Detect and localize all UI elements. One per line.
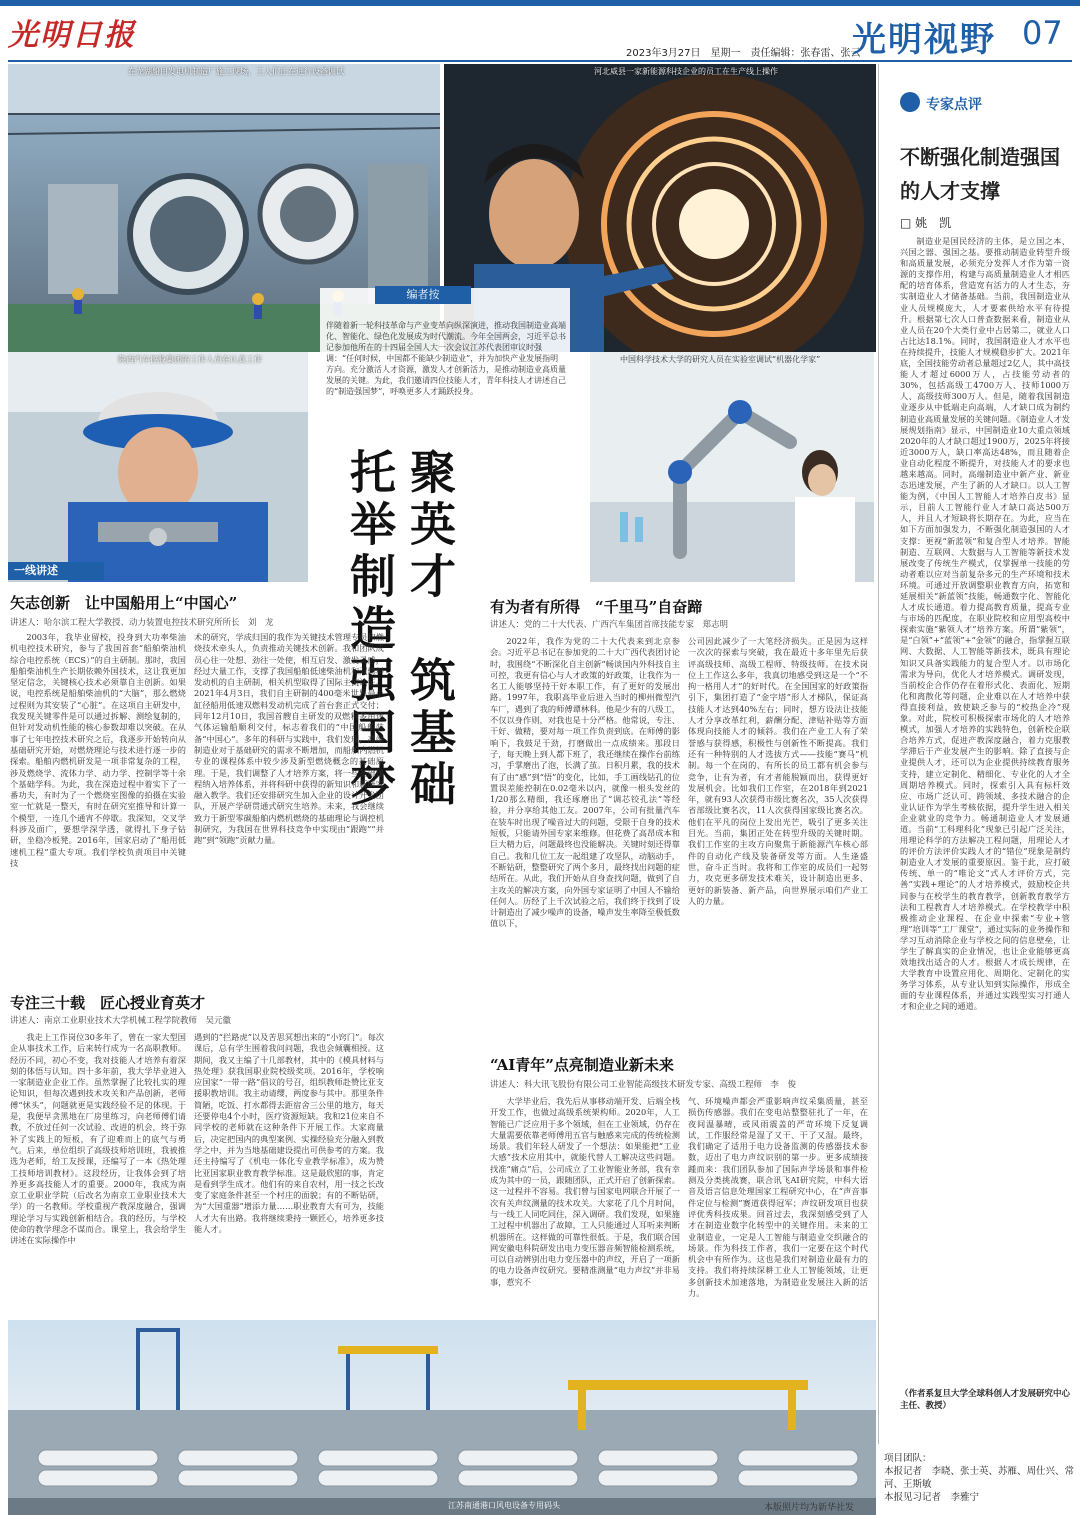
article-1-title: 矢志创新 让中国船用上“中国心” [10,594,238,612]
expert-body: 制造业是国民经济的主体，是立国之本、兴国之器、强国之基。要推动制造业转型升级和高质量发展，必须充分发挥人才作为第一资源的支撑作用，构建与高质量制造业人才相匹配的培育体系，营造宽有活力的人才生态，夯实制造业人才储备基础。当前，我国制造业从业人员规模庞大，人才要素供给水平有待提升。根据第七次人口普查数据来看，制造业从业人员在20个大类行业中占居第二，就业人口占比达18.1%。同时，我国制造业人才水平也在持续提升，技能人才规模稳步扩大。2021年底，全国技能劳动者总量超过2亿人，其中高技能人才超过6000万人，占技能劳动者的30%，包括高级工4700万人、技师1000万人、高级技师300万人。但是，随着我国制造业逐步从中低端走向高端，人才缺口成为制约制造业高质量发展的关键问题。《制造业人才发展规划指南》显示，中国制造业10大重点领域2020年的人才缺口超过1900万，2025年将接近3000万人，缺口率高达48%，而且随着企业自动化程度不断提升，对技能人才的要求也越来越高。同时，高端制造业中新产业、新业态迅速发展，产生了新的人才缺口。以人工智能为例，《中国人工智能人才培养白皮书》显示，目前人工智能行业人才缺口高达500万人，并且人才短缺将长期存在。为此，应当在如下方面加强发力，不断强化制造强国的人才支撑：更视“新蓝领”和复合型人才培养。智能制造、互联网、大数据与人工智能等新技术发展改变了传统生产模式，仅掌握单一技能的劳动者难以应对当前复杂多元的生产环境和技术环境。可通过开放调整职业教育方向，拓宽和延展相关“新蓝领”技能，畅通数字化、智能化人才成长通道。着力提高教育质量，提高专业与市场的匹配度，在职业院校和应用型高校中探索实施“紫领人才”培养方案。所谓“紫领”，是“白领”+“蓝领”+“金领”的融合，指掌握互联网、大数据、人工智能等新技术，既具有理论知识又具备实践能力的复合型人才。以市场化需求为导向，优化人才培养模式。调研发现，当前校企合作仍存在着形式化、表面化、短期化和离散化等问题，企业难以在人才培养中获得直接利益，致使缺乏参与的“校热企冷”现象。对此，院校可积极探索市场化的人才培养模式，加强人才培养的实践特色，创新校企联合培养方式，促进产教深度融合，着力克服教学滞后于产业发展产生的影响。除了直接与企业提供人才，还可以为企业提供持续教育服务支持，建立定制化、精细化、专业化的人才全周期培养模式。同时，探索引入具有标杆效应、市场广泛认可、跨领域、多技术融合的企业认证作为学生考核依据，提升学生进入相关企业就业的竞争力。畅通制造业人才发展通道。当前“工科理科化”现象已引起广泛关注，用理论科学的方法解决工程问题，用理论人才的评价方法评价实践人才的“错位”现象是制约制造业人才发展的重要原因。鉴于此，应打破传统、单一的“唯论文”式人才评价方式，完善“实践+理论”的人才培养模式，鼓励校企共同参与在校学生的教育教学，创新教育教学方法和工程教育人才培养模式。在学校教学中积极推动企业课程、在企业中探索“专业+管理”培训等“工厂课堂”，通过实际的业务操作和学习互动消除企业与学校之间的信息壁垒，让学生了解真实的企业情况，也让企业能够更高效地找出适合的人才。根据人才成长规律，在大学教育中设置应用化、周期化、定制化的实务学习体系，从专业认知到实际操作，形成全面的专业课程体系，并通过实践型实习打通人才和企业之间的通道。 [900,236,1070,1012]
masthead-logo: 光明日报 [8,18,136,53]
photo-port-wind-equipment [8,1320,876,1515]
article-2-speaker: 讲述人：南京工业职业技术大学机械工程学院教师 吴元徽 [10,1016,232,1026]
caption-photo-2: 河北威县一家新能源科技企业的员工在生产线上操作 [594,67,778,76]
column-divider [878,64,879,1444]
expert-author: □ 姚 凯 [900,216,952,230]
caption-photo-5: 江苏南通港口风电设备专用码头 [448,1501,560,1510]
frontline-tag: 一线讲述 [8,562,104,580]
article-2-title: 专注三十载 匠心授业育英才 [10,994,206,1012]
header-rule [8,60,1072,62]
article-4-title: “AI青年”点亮制造业新未来 [490,1056,674,1074]
article-4-col-1: 大学毕业后，我先后从事移动端开发、后端全栈开发工作，也做过高级系统架构师。2020年，人工智能已广泛应用于多个领域，但在工业领域，仍存在大量需要依靠老师傅用五官与触感来完成的传统检测场景。我们年轻人研发了一个想法：如果能把“工业大感”技术应用其中，就能代替人工解决这些问题。找准“痛点”后，公司成立了工业智能业务部，我有幸成为其中的一员，跟随团队，正式开启了创新探索。这一过程并不容易。我们曾与国家电网联合开展了一次有关声纹测量的技术攻关。大家花了几个月时间，与一线工人同吃同住，深入调研。我们发现，如果施工过程中机器出了故障，工人只能通过人耳听来判断机器所在。这样做的可靠性很低。于是，我们联合国网安徽电科院研发出电力变压器音频智能检测系统，可以自动辨别出电力变压器中的声纹，开启了一项新的电力设备声纹研究。要精准测量“电力声纹”并非易事，惹究不 [490,1096,680,1287]
article-2-col-1: 我走上工作岗位30多年了，曾在一家大型国企从事技术工作，后来转行成为一名高职教师。经历不同，初心不变，我对技能人才培养有着深刻的体悟与认知。四十多年前，我大学毕业进入一家制造业企业工作。虽然掌握了比较扎实的理论知识，但每次遇到技术攻关和产品创新，老师傅“怵头”，问题就更是实践经验不足的体现。于是，我便早贪黑地在厂房里练习，向老师傅们请教，不放过任何一次试验、改进的机会，终于弥补了实践上的短板，有了迎难而上的底气与勇气。后来，单位组织了高级技师培训班，我被推选为老师，给工友授课，还编写了一本《热处理工技师培训教材》。这段经历，让我体会到了培养更多高技能人才的重要。2000年，我成为南京工业职业学院（后改名为南京工业职业技术大学）的一名教师。学校重视产教深度融合，强调理论学习与实践创新相结合。我的经历，与学校使命的教学理念不谋而合。课堂上，我会给学生讲述在实际操作中 [10,1032,186,1246]
article-4-speaker: 讲述人：科大讯飞股份有限公司工业智能高级技术研发专家、高级工程师 李 俊 [490,1080,797,1090]
top-bar [0,0,1080,6]
article-3-title: 有为者有所得 “千里马”自奋蹄 [490,598,703,616]
article-2-col-2: 遇到的“拦路虎”以及苦思冥想出来的“小窍门”。每次课后，总有学生围着我问问题，我也会倾囊相授。这期间，我又主编了十几部教材，其中的《模具材料与热处理》获我国职业院校级奖项。2016年，学校响应国家“一带一路”倡议的号召，组织教师赴赞比亚支援职教培训。我主动请缨，两度参与其中。那里条件简陋，吃饭、打水都得去距宿舍三公里的地方，每天还要停电4个小时，医疗资源短缺。我和21位来自不同学校的老师就在这种条件下开展工作。大家商量后，决定把国内的典型案例、实操经验充分融入到教学之中，并为当地基础建设提出可供参考的方案。我还主持编写了《机电一体化专业教学标准》，成为赞比亚国家职业教育教学标准。这是最欣慰的事，肯定是看到学生成才。他们有的来自农村，用一技之长改变了家庭条件甚至一个村庄的面貌；有的不断钻研，为“大国重器”增添力量……职业教育大有可为，技能人才大有出路。我将继续秉持一颗匠心，培养更多技能人才。 [194,1032,384,1235]
photo-technician [8,352,308,582]
caption-photo-4: 中国科学技术大学的研究人员在实验室调试“机器化学家” [620,355,821,364]
page-number: 07 [1022,14,1063,52]
article-1-col-1: 2003年，我毕业留校，投身到大功率柴油机电控技术研究，参与了我国首套“船舶柴油机综合电控系统（ECS）”的自主研制。那时，我国船舶柴油机生产长期依赖外国技术，这让我更加坚定信念，关键核心技术必须靠自主创新。如果说，电控系统是船舶柴油机的“大脑”，那么燃烧过程则为其安装了“心脏”。在这项自主研发中，我发现关键零件是可以通过拆解、测绘复制的，但针对发动机性能的核心参数却难以突破。在从事了七年电控技术研究之后，我逐步开始转向从基础研究开始，对燃烧理论与技术进行逐一步的探索。船舶内燃机研发是一项非常复杂的工程，涉及燃烧学、流体力学、动力学、控制学等十余个基础学科。为此，我在深造过程中着实下了一番功夫，有时为了一个燃烧室图像的拍摄在实验室一忙就是一整天，有时在研究室推导和计算一个模型，一连几个通宵不停歇。我深知，交叉学科涉及面广，要想学深学透，就得扎下身子钻研，坐稳冷板凳。2016年，国家启动了“船用低速机工程”重大专项。我们学校负责项目中关键技 [10,632,186,868]
editor-note-text: 伴随着新一轮科技革命与产业变革向纵深演进，推动我国制造业高端化、智能化、绿色化发展成为时代潮流。今年全国两会，习近平总书记参加他所在的十四届全国人大一次会议江苏代表团审议时强调：“任何时候，中国都不能缺少制造业”，并为加快产业发展指明方向。充分激活人才资源，激发人才创新活力，是推动制造业高质量发展的关键。为此，我们邀请四位技能人才，青年科技人才讲述自己的“制造强国梦”，呼唤更多人才踊跃投身。 [326,321,566,396]
photo-robot-lab [590,352,874,582]
editor-note-tag: 编者按 [375,286,471,304]
expert-affiliation: （作者系复旦大学全球科创人才发展研究中心主任、教授） [900,1389,1071,1411]
section-title: 光明视野 [852,20,996,60]
expert-badge: 专家点评 [926,97,982,113]
caption-photo-3: 陕西汽车控股集团的工作人员在认真工作 [118,355,262,364]
article-3-speaker: 讲述人：党的二十大代表、广西汽车集团首席技能专家 郑志明 [490,620,729,630]
article-4-col-2: 气、环境噪声都会严重影响声纹采集质量，甚至损伤传感器。我们在变电站整整驻扎了一年，在夜间温暴晴，或风雨震盖的严苛环境下反复调试，工作服经常是湿了又干、干了又湿。最终，我们确定了适用于电力设备监测的传感器技术参数，迈出了电力声纹识别的第一步。更多成绩接踵而来：我们团队参加了国际声学场景和事件检测及分类挑战赛，联合讯飞AI研究院，中科大语音及语言信息处理国家工程研究中心，在“声音事件定位与检测”赛道获得冠军；声纹研发项目也获评优秀科技成果。回首过去，我深刻感受到了人才在制造业数字化转型中的关键作用。未来的工业制造业，一定是人工智能与制造业交织融合的场景。作为科技工作者，我们一定要在这个时代机会中有所作为。这也是我们对制造业最有力的支持。我们将持续深耕工业人工智能领域，让更多创新技术加速落地，为制造业发展注入新的活力。 [688,1096,868,1299]
article-1-speaker: 讲述人：哈尔滨工程大学教授、动力装置电控技术研究所所长 刘 龙 [10,618,274,628]
expert-title: 不断强化制造强国的人才支撑 [900,145,1060,203]
project-team: 项目团队： 本报记者 李晓、张士英、苏雁、周仕兴、常河、王斯敏 本报见习记者 李雅宁 [884,1453,1075,1503]
photo-credit: 本版照片均为新华社发 [764,1503,855,1513]
main-headline: 聚英才 筑基础 托举制造强国梦 [343,448,457,864]
dateline: 2023年3月27日 星期一 责任编辑：张春雷、张云 [626,48,861,59]
expert-g-icon [900,92,920,112]
article-3-col-1: 2022年，我作为党的二十大代表来到北京参会。习近平总书记在参加党的二十大广西代表团讨论时，我围绕“不断深化自主创新”畅谈国内外科技自主可控，我更有信心与人才政策的好政策，让我作为一名工人能够坚持干好本职工作，有了更好的发展出路。1997年，我职高毕业后进入当时的柳州微型汽车厂，遇到了我的师傅谭林科。他是少有的八级工，不仅以身作则，对我也是十分严格。他常说，专注、干好、做精，要对每一项工作负责到底。在师傅的影响下，我鼓足干劲，打磨做出一点成绩来。那段日子，每天晚上到人都下班了，我还继续在操作台前练习，手掌磨出了泡，长满了茧。日积月累，我的技术有了由“感”到“悟”的变化，比如，手工画线钻孔的位置误差能控制在0.02毫米以内，就像一根头发丝的1/20那么精细，我还琢磨出了“调芯铰孔法”等经验，并分享给其他工友。2007年，公司有批量汽车在装车时出现了噪音过大的问题，受限于自身的技术短板，只能请外国专家来维修。但花费了高昂成本和巨大精力后，问题最终也没能解决。关键时刻还得靠自己。我和几位工友一起组建了攻坚队，动脑动手，不断钻研，整整研究了两个多月，最终找出问题的症结所在。从此，我们开始从自身查找问题，做到了自主攻关的解决方案，向外国专家证明了中国人不输给任何人。历经了上千次试验之后，我们终于找到了设计制造出了减少噪声的设备，噪声发生率降至极低数值以下， [490,636,680,929]
article-3-col-2: 公司因此减少了一大笔经济损失。正是因为这样一次次的探索与突破，我在最近十多年里先后获评高级技师、高级工程师、特级技师。在技术岗位上工作这么多年，我真切地感受到这是一个“不拘一格用人才”的好时代。在全国国家的好政策指引下，集团打造了“金字塔”形人才梯队，保证高技能人才达到40%左右；同时，想方设法让技能人才分享改革红利，薪酬分配、津贴补贴等方面体现向技能人才的倾斜。我们在产业工人有了荣誉感与获得感，积极性与创新性不断提高。我们还有一种特别的人才选拔方式——技能“赛马”机制。每一个在岗的、有所长的员工都有机会参与竞争，让有为者，有才者能脱颖而出，获得更好发展机会。比如我们工作室，在2018年到2021年，就有93人次获得市级比赛名次，35人次获得省部级比赛名次，11人次获得国家级比赛名次。他们在平凡的岗位上发出光芒，吸引了更多关注目光。当前，集团正处在转型升级的关键时期。我们工作室的主攻方向聚焦于新能源汽车核心部件的自动化产线及装备研发等方面。人生逢盛世，奋斗正当时。我将和工作室的成员们一起努力，攻克更多研发技术难关，设计制造出更多、更好的新装备、新产品，向世界展示咱们产业工人的力量。 [688,636,868,906]
caption-photo-1: 在龙湖船用发电机制造厂施工现场，工人们正在进行设备调试 [128,67,344,76]
article-1-col-2: 术的研究，学成归国的我作为关键技术管理专员和燃烧技术牵头人，负责推动关键技术创新。我和团队成员心往一处想、劲往一处使，相互启发、激发灵感，经过大量工作，支撑了我国船舶低速柴油机和双燃料发动机的自主研制，相关机型取得了国际主流认证。2021年4月3日，我们自主研制的400毫米世界最小缸径船用低速双燃料发动机完成了首台套正式交付；同年12月10日，我国首艘自主研发的双燃料多用途气体运输船顺利交付，标志着我们的“中国船舶装备“中国心”。多年的科研与实践中，我们发现，高端制造业对于基础研究的需求不断增加，而船舶内燃机专业的课程体系中较少涉及新型燃烧概念的基础原理。于是，我们调整了人才培养方案，将一些基础课程纳入培养体系，并将科研中获得的新知识和新研究融入教学。我们还安排研究生加入企业的设计开发团队，开展产学研贯通式研究生培养。未来，我会继续致力于新型零碳船舶内燃机燃烧的基础理论与调控机制研究，为我国在世界科技竞争中实现由“跟跑”“并跑”到“领跑”贡献力量。 [194,632,384,846]
